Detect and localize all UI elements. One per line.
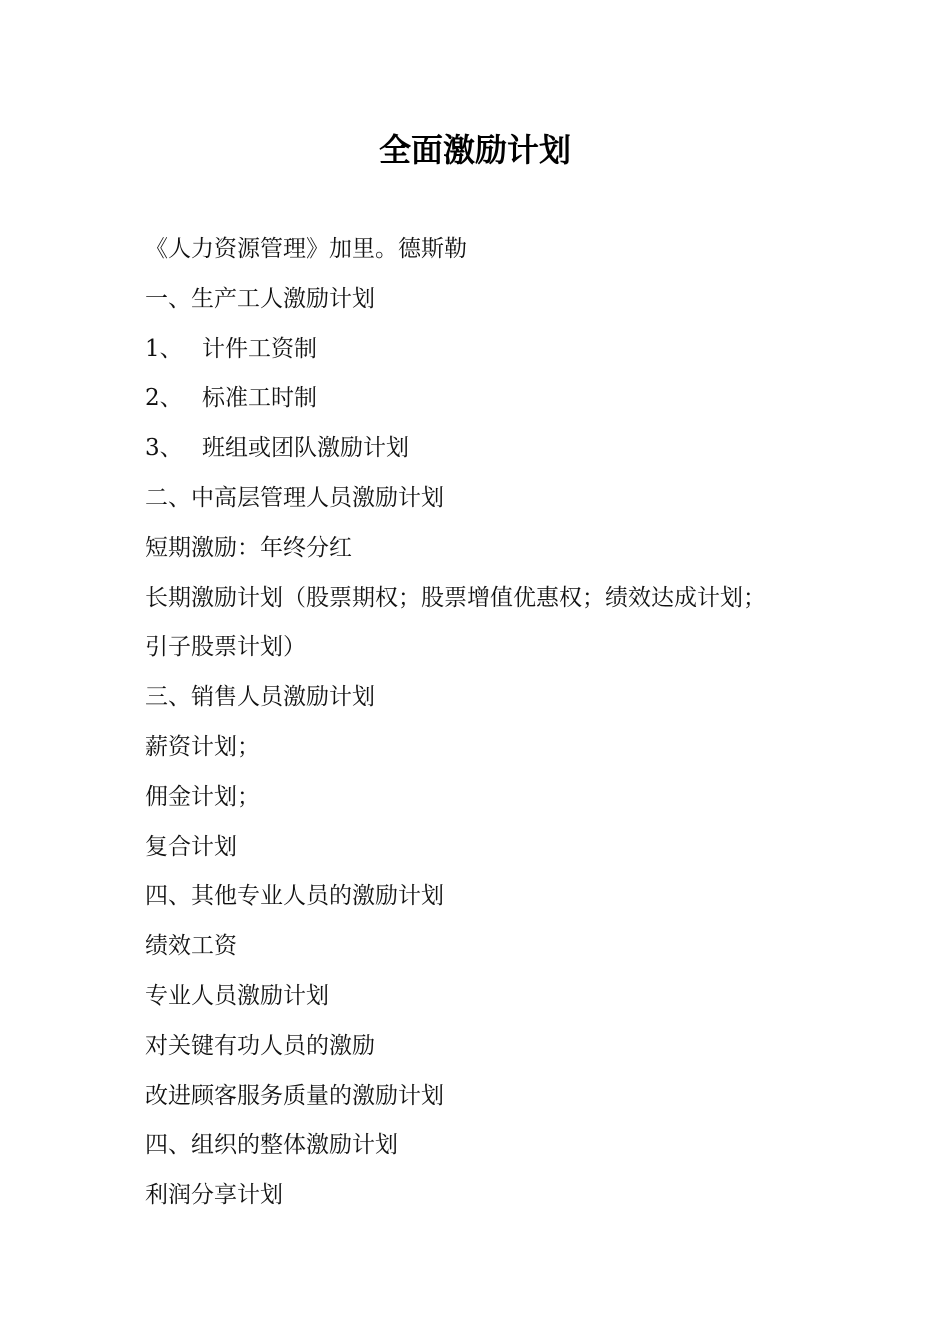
section-heading	[145, 279, 825, 329]
line-text: 薪资计划；	[145, 733, 260, 760]
numbered-item	[145, 329, 825, 379]
text-line	[145, 1175, 825, 1225]
text-line	[145, 528, 825, 578]
section-heading	[145, 876, 825, 926]
line-text: 复合计划	[145, 833, 237, 860]
item-number: 1、	[145, 335, 183, 362]
line-text: 改进顾客服务质量的激励计划	[145, 1082, 444, 1109]
text-line	[145, 976, 825, 1026]
line-text: 对关键有功人员的激励	[145, 1032, 375, 1059]
line-text: 标准工时制	[202, 385, 317, 412]
section-heading	[145, 478, 825, 528]
text-line	[145, 1076, 825, 1126]
line-text: 班组或团队激励计划	[202, 435, 409, 462]
line-text: 佣金计划；	[145, 783, 260, 810]
item-number: 2、	[145, 385, 183, 412]
line-text: 四、其他专业人员的激励计划	[145, 883, 444, 910]
text-line	[145, 926, 825, 976]
line-text: 引子股票计划）	[145, 634, 306, 661]
source-citation	[145, 229, 825, 279]
section-heading	[145, 677, 825, 727]
line-text: 《人力资源管理》加里。德斯勒	[145, 236, 467, 262]
line-text: 短期激励：年终分红	[145, 534, 352, 561]
line-text: 长期激励计划（股票期权；股票增值优惠权；绩效达成计划；	[145, 584, 766, 611]
line-text: 利润分享计划	[145, 1182, 283, 1209]
text-line	[145, 1026, 825, 1076]
text-line	[145, 578, 825, 628]
numbered-item	[145, 378, 825, 428]
text-line	[145, 777, 825, 827]
text-line	[145, 627, 825, 677]
item-number: 3、	[145, 435, 183, 462]
text-line	[145, 827, 825, 877]
line-text: 三、销售人员激励计划	[145, 684, 375, 711]
line-text: 四、组织的整体激励计划	[145, 1132, 398, 1159]
line-text: 二、中高层管理人员激励计划	[145, 484, 444, 511]
line-text: 绩效工资	[145, 933, 237, 960]
document-body	[145, 229, 825, 1225]
line-text: 一、生产工人激励计划	[145, 285, 375, 312]
line-text: 计件工资制	[202, 335, 317, 362]
section-heading	[145, 1125, 825, 1175]
text-line	[145, 727, 825, 777]
document-title: 全面激励计划	[378, 131, 571, 169]
line-text: 专业人员激励计划	[145, 982, 329, 1009]
numbered-item	[145, 428, 825, 478]
